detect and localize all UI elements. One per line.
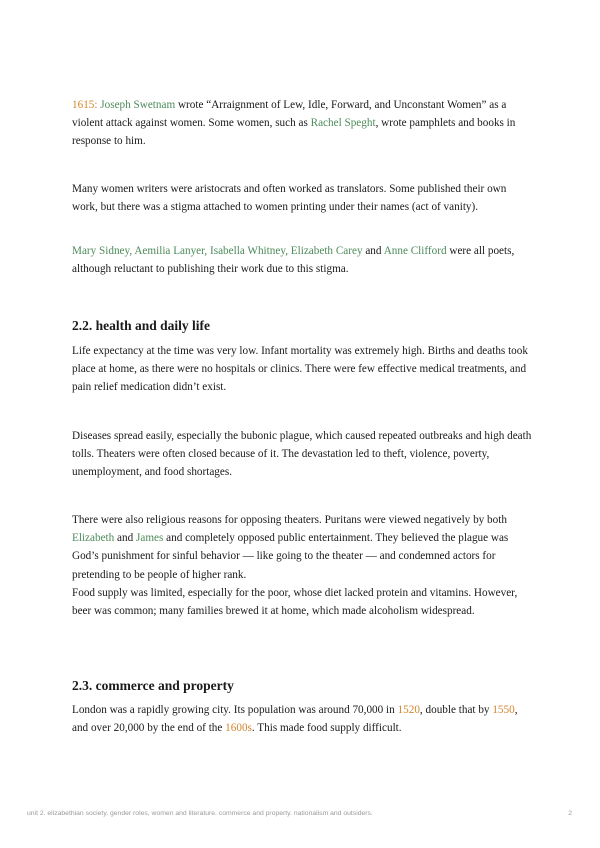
year-1615: 1615 xyxy=(72,99,95,111)
year-1600s: 1600s xyxy=(225,722,252,735)
names-poets: Mary Sidney, Aemilia Lanyer, Isabella Whitney, Elizabeth Carey xyxy=(72,245,363,257)
paragraph-religious xyxy=(72,511,532,620)
page-number: 2 xyxy=(568,810,572,817)
text: and xyxy=(114,532,136,545)
text: and completely opposed public entertainment. They believed the plague was God’s punishment for sinful behavior — like going to the theater — and condemned actors for pretending to be people of higher rank. xyxy=(72,532,509,581)
text: , double that by xyxy=(419,704,493,716)
paragraph-food-supply: Food supply was limited, especially for the poor, whose diet lacked protein and vitamins. However, beer was common; many families brewed it at home, which made alcoholism widespread. xyxy=(72,586,518,618)
text: London was a rapidly growing city. Its population was around 70,000 in xyxy=(72,704,398,716)
text: , and over 20,000 by the end of the xyxy=(72,704,518,735)
section-heading-commerce xyxy=(72,677,532,695)
name-joseph-swetnam: Joseph Swetnam xyxy=(100,99,176,111)
paragraph-london xyxy=(72,701,532,737)
page-footer xyxy=(27,810,572,817)
name-rachel-speght: Rachel Speght xyxy=(310,117,376,130)
text: There were also religious reasons for opposing theaters. Puritans were viewed negatively by both xyxy=(72,514,507,526)
paragraph-life-expectancy xyxy=(72,342,532,397)
text: , wrote pamphlets and books in response to him. xyxy=(72,117,516,148)
separator: : xyxy=(94,99,101,111)
text: Life expectancy at the time was very low. Infant mortality was extremely high. Births and deaths took place at home, as there were no hospitals or clinics. There were few effective medical treatments, and pain relief medication didn’t exist. xyxy=(72,345,528,394)
text: were all poets, although reluctant to publishing their work due to this stigma. xyxy=(72,245,515,276)
section-heading-health xyxy=(72,317,532,335)
name-anne-clifford: Anne Clifford xyxy=(383,245,447,257)
name-elizabeth: Elizabeth xyxy=(72,532,115,545)
footer-text: unit 2. elizabethian society. gender roles, women and literature. commerce and property. nationalism and outsiders. xyxy=(27,810,373,817)
heading: 2.2. health and daily life xyxy=(72,318,211,333)
paragraph-women-writers xyxy=(72,180,532,216)
paragraph-swetnam xyxy=(72,96,532,151)
heading: 2.3. commerce and property xyxy=(72,678,234,693)
paragraph-diseases xyxy=(72,427,532,482)
text: and xyxy=(362,245,384,257)
year-1550: 1550 xyxy=(492,704,515,716)
text: Diseases spread easily, especially the bubonic plague, which caused repeated outbreaks and high death tolls. Theaters were often closed because of it. The devastation led to theft, violence, poverty, unemployment, and food shortages. xyxy=(72,430,532,479)
paragraph-poets xyxy=(72,242,532,278)
name-james: James xyxy=(136,532,164,545)
text: Many women writers were aristocrats and often worked as translators. Some published their own work, but there was a stigma attached to women printing under their names (act of vanity). xyxy=(72,183,507,214)
text: wrote “Arraignment of Lew, Idle, Forward, and Unconstant Women” as a violent attack against women. Some women, such as xyxy=(72,99,507,130)
year-1520: 1520 xyxy=(397,704,420,716)
text: . This made food supply difficult. xyxy=(251,722,402,735)
